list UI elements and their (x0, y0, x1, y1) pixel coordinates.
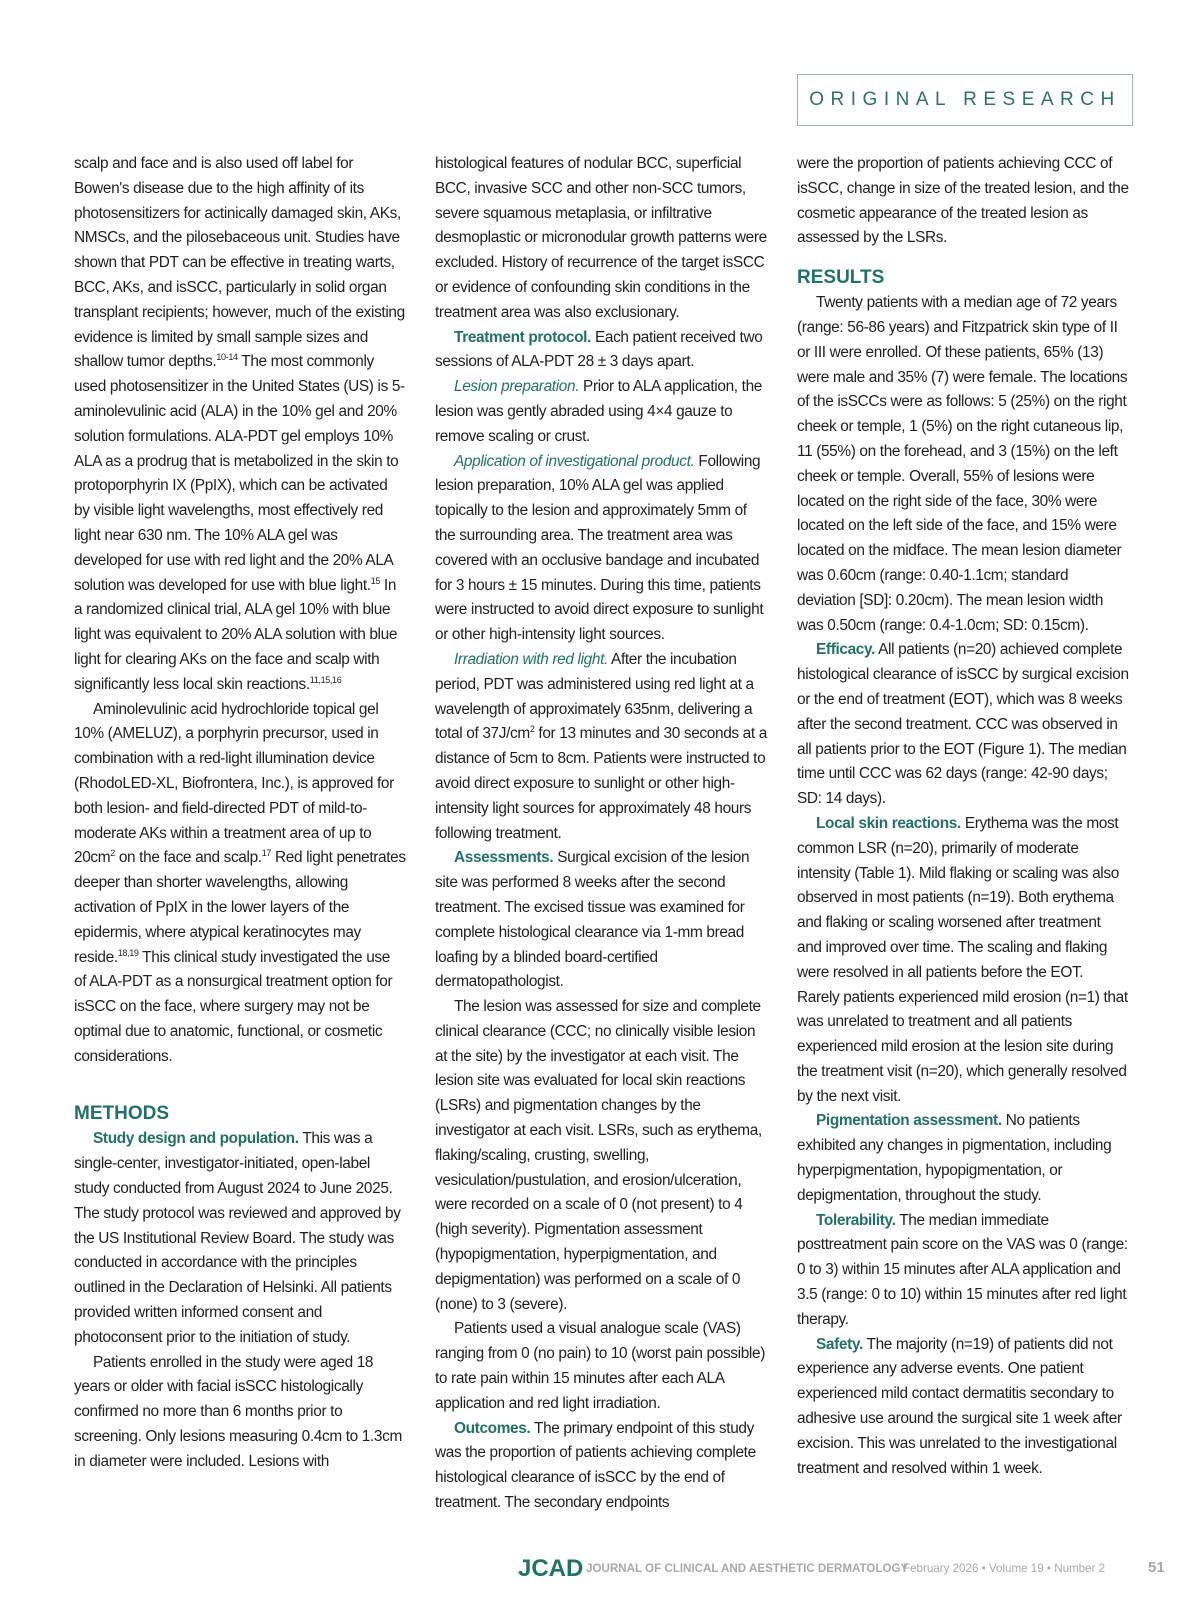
methods-heading: METHODS (74, 1103, 169, 1125)
paragraph: Application of investigational product. Following lesion preparation, 10% ALA gel was applied topically to the lesion and approximately 5mm of the surrounding area. The treatment area was covered with an occlusive bandage and incubated for 3 hours ± 15 minutes. During this time, patients were instructed to avoid direct exposure to sunlight or other high-intensity light sources. (435, 452, 764, 644)
section-tag-box (797, 74, 1133, 126)
page-number: 51 (1148, 1559, 1165, 1576)
column-2 (435, 152, 767, 1516)
paragraph: Lesion preparation. Prior to ALA application, the lesion was gently abraded using 4×4 gauze to remove scaling or crust. (435, 378, 762, 445)
run-in-heading: Local skin reactions. (816, 814, 961, 832)
run-in-heading: Pigmentation assessment. (816, 1112, 1002, 1130)
paragraph: Patients used a visual analogue scale (VAS) ranging from 0 (no pain) to 10 (worst pain possible) to rate pain within 15 minutes after each ALA application and red light irradiation. (435, 1320, 765, 1412)
run-in-heading: Efficacy. (816, 641, 876, 659)
paragraph: Aminolevulinic acid hydrochloride topical gel 10% (AMELUZ), a porphyrin precursor, used in combination with a red-light illumination device (RhodoLED-XL, Biofrontera, Inc.), is approved for both lesion- and field-directed PDT of mild-to-moderate AKs within a treatment area of up to $20cm^2$ on the face and scalp.$^{17}$ Red light penetrates deeper than shorter wavelengths, allowing activation of PpIX in the lower layers of the epidermis, where atypical keratinocytes may reside.$^{18,19}$ This clinical study investigated the use of ALA-PDT as a nonsurgical treatment option for isSCC on the face, where surgery may not be optimal due to anatomic, functional, or cosmetic considerations. (74, 700, 406, 1065)
paragraph: scalp and face and is also used off label for Bowen's disease due to the high affinity of its photosensitizers for actinically damaged skin, AKs, NMSCs, and the pilosebaceous unit. Studies have shown that PDT can be effective in treating warts, BCC, AKs, and isSCC, particularly in solid organ transplant recipients; however, much of the existing evidence is limited by small sample sizes and shallow tumor depths.$^{10-14}$ The most commonly used photosensitizer in the United States (US) is 5-aminolevulinic acid (ALA) in the 10% gel and 20% solution formulations. ALA-PDT gel employs 10% ALA as a prodrug that is metabolized in the skin to protoporphyrin IX (PpIX), which can be activated by visible light wavelengths, most effectively red light near 630 nm. The 10% ALA gel was developed for use with red light and the 20% ALA solution was developed for use with blue light.$^{15}$ In a randomized clinical trial, ALA gel 10% with blue light was equivalent to 20% ALA solution with blue light for clearing AKs on the face and scalp with significantly less local skin reactions.$^{11,15,16}$ (74, 155, 405, 693)
paragraph: Twenty patients with a median age of 72 years (range: 56-86 years) and Fitzpatrick skin type of II or III were enrolled. Of these patients, 65% (13) were male and 35% (7) were female. The locations of the isSCCs were as follows: 5 (25%) on the right cheek or temple, 1 (5%) on the right cutaneous lip, 11 (55%) on the forehead, and 3 (15%) on the left cheek or temple. Overall, 55% of lesions were located on the right side of the face, 30% were located on the left side of the face, and 15% were located on the midface. The mean lesion diameter was 0.60cm (range: 0.40-1.1cm; standard deviation [SD]: 0.20cm). The mean lesion width was 0.50cm (range: 0.4-1.0cm; SD: 0.15cm). (797, 294, 1128, 634)
paragraph: histological features of nodular BCC, superficial BCC, invasive SCC and other non-SCC tumors, severe squamous metaplasia, or infiltrative desmoplastic or micronodular growth patterns were excluded. History of recurrence of the target isSCC or evidence of confounding skin conditions in the treatment area was also exclusionary. (435, 155, 767, 321)
paragraph: Treatment protocol. Each patient received two sessions of ALA-PDT 28 ± 3 days apart. (435, 328, 763, 371)
paragraph: Assessments. Surgical excision of the lesion site was performed 8 weeks after the second treatment. The excised tissue was examined for complete histological clearance via 1-mm bread loafing by a blinded board-certified dermatopathologist. (435, 849, 750, 991)
run-in-heading: Study design and population. (93, 1130, 299, 1148)
run-in-heading: Safety. (816, 1335, 863, 1353)
paragraph: Tolerability. The median immediate posttreatment pain score on the VAS was 0 (range: 0 to 3) within 15 minutes after ALA application and 3.5 (range: 0 to 10) within 15 minutes after red light therapy. (797, 1211, 1128, 1328)
subheading: Irradiation with red light. (454, 650, 608, 668)
page-footer (0, 1555, 1200, 1585)
paragraph: Study design and population. This was a single-center, investigator-initiated, open-label study conducted from August 2024 to June 2025. The study protocol was reviewed and approved by the US Institutional Review Board. The study was conducted in accordance with the principles outlined in the Declaration of Helsinki. All patients provided written informed consent and photoconsent prior to the initiation of study. (74, 1130, 401, 1346)
paragraph: Irradiation with red light. After the incubation period, PDT was administered using red light at a wavelength of approximately 635nm, delivering a total of $37J/cm^2$ for 13 minutes and 30 seconds at a distance of 5cm to 8cm. Patients were instructed to avoid direct exposure to sunlight or other high-intensity light sources for approximately 48 hours following treatment. (435, 650, 767, 842)
section-tag: ORIGINAL RESEARCH (809, 89, 1121, 110)
paragraph: Pigmentation assessment. No patients exhibited any changes in pigmentation, including hyperpigmentation, hypopigmentation, or depigmentation, throughout the study. (797, 1112, 1112, 1204)
paragraph: Local skin reactions. Erythema was the most common LSR (n=20), primarily of moderate intensity (Table 1). Mild flaking or scaling was also observed in most patients (n=19). Both erythema and flaking or scaling worsened after treatment and improved over time. The scaling and flaking were resolved in all patients before the EOT. Rarely patients experienced mild erosion (n=1) that was unrelated to treatment and all patients experienced mild erosion at the lesion site during the treatment visit (n=20), which generally resolved by the next visit. (797, 814, 1128, 1105)
paragraph: were the proportion of patients achieving CCC of isSCC, change in size of the treated lesion, and the cosmetic appearance of the treated lesion as assessed by the LSRs. (797, 155, 1129, 247)
run-in-heading: Outcomes. (454, 1419, 531, 1437)
column-1 (74, 152, 406, 1475)
run-in-heading: Treatment protocol. (454, 328, 592, 346)
paragraph: Patients enrolled in the study were aged 18 years or older with facial isSCC histologically confirmed no more than 6 months prior to screening. Only lesions measuring 0.4cm to 1.3cm in diameter were included. Lesions with (74, 1353, 402, 1470)
subheading: Application of investigational product. (454, 452, 695, 470)
run-in-heading: Assessments. (454, 849, 554, 867)
journal-logo: JCAD (518, 1555, 584, 1582)
column-3 (797, 152, 1129, 1481)
paragraph: Safety. The majority (n=19) of patients did not experience any adverse events. One patient experienced mild contact dermatitis secondary to adhesive use around the surgical site 1 week after excision. This was unrelated to the investigational treatment and resolved within 1 week. (797, 1335, 1122, 1477)
run-in-heading: Tolerability. (816, 1211, 896, 1229)
paragraph: The lesion was assessed for size and complete clinical clearance (CCC; no clinically visible lesion at the site) by the investigator at each visit. The lesion site was evaluated for local skin reactions (LSRs) and pigmentation changes by the investigator at each visit. LSRs, such as erythema, flaking/scaling, crusting, swelling, vesiculation/pustulation, and erosion/ulceration, were recorded on a scale of 0 (not present) to 4 (high severity). Pigmentation assessment (hypopigmentation, hyperpigmentation, and depigmentation) was performed on a scale of 0 (none) to 3 (severe). (435, 998, 762, 1313)
results-heading: RESULTS (797, 267, 885, 289)
issue-info: February 2026 • Volume 19 • Number 2 (903, 1562, 1106, 1575)
paragraph: Outcomes. The primary endpoint of this study was the proportion of patients achieving complete histological clearance of isSCC by the end of treatment. The secondary endpoints (435, 1419, 756, 1512)
paragraph: Efficacy. All patients (n=20) achieved complete histological clearance of isSCC by surgical excision or the end of treatment (EOT), which was 8 weeks after the second treatment. CCC was observed in all patients prior to the EOT (Figure 1). The median time until CCC was 62 days (range: 42-90 days; SD: 14 days). (797, 641, 1129, 808)
subheading: Lesion preparation. (454, 378, 580, 396)
journal-name: JOURNAL OF CLINICAL AND AESTHETIC DERMATOLOGY (586, 1562, 909, 1575)
